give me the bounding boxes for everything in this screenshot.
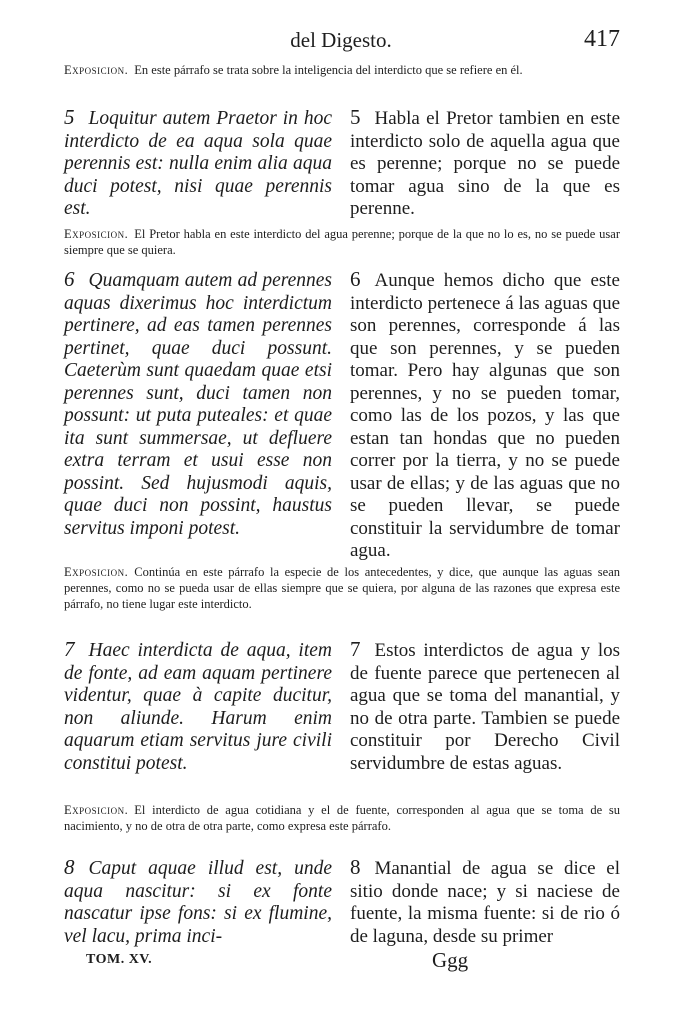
paragraph-8	[64, 856, 620, 948]
spanish-body: Manantial de agua se dice el sitio donde nace; y si naciese de fuente, la misma fuente: si de rio ó de laguna, desde su primer	[350, 858, 620, 947]
latin-body: Loquitur autem Praetor in hoc interdicto de ea aqua sola quae perennis est: nulla enim alia aqua duci potest, nisi quae perennis est.	[64, 108, 332, 219]
paragraph-number: 8	[350, 855, 361, 879]
paragraph-number: 6	[350, 267, 361, 291]
latin-body: Haec interdicta de aqua, item de fonte, ad eam aquam pertinere videntur, quae à capite ducitur, non aliunde. Harum enim aquarum etiam servitus jure civili constitui potest.	[64, 640, 332, 774]
running-title: del Digesto.	[290, 28, 392, 52]
spanish-text	[350, 856, 620, 948]
latin-text	[64, 638, 332, 775]
exposition-text: El Pretor habla en este interdicto del agua perenne; porque de la que no lo es, no se puede usar siempre que se quiera.	[64, 227, 620, 257]
paragraph-6	[64, 267, 620, 561]
exposition-note-3	[64, 564, 620, 612]
exposition-label: Exposicion.	[64, 803, 129, 817]
exposition-text: En este párrafo se trata sobre la inteligencia del interdicto que se refiere en él.	[134, 63, 523, 77]
signature-mark: Ggg	[432, 948, 469, 972]
paragraph-number: 7	[350, 637, 361, 661]
running-head	[0, 28, 682, 58]
paragraph-number: 7	[64, 637, 75, 661]
exposition-text: El interdicto de agua cotidiana y el de fuente, corresponden al agua que se toma de su nacimiento, y no de otra de otra parte, como expresa este párrafo.	[64, 803, 620, 833]
spanish-body: Estos interdictos de agua y los de fuente parece que pertenecen al agua que se toma del manantial, y no de otra parte. Tambien se puede constituir por Derecho Civil servidumbre de estas aguas.	[350, 640, 620, 774]
spanish-text	[350, 268, 620, 563]
exposition-note-2	[64, 226, 620, 258]
latin-body: Caput aquae illud est, unde aqua nascitur: si ex fonte nascatur ipse fons: si ex flumine, vel lacu, prima inci-	[64, 858, 332, 947]
latin-body: Quamquam autem ad perennes aquas dixerimus hoc interdictum pertinere, ad eas tamen perennes pertinet, quae duci possunt. Caeterùm sunt quaedam quae etsi perennes sunt, duci tamen non possunt: ut puta puteales: et quae ita sunt summersae, ut defluere extra terram et usui esse non possint. Sed hujusmodi aquis, quae duci non possint, haustus servitus imponi potest.	[64, 270, 332, 539]
volume-label: TOM. XV.	[86, 952, 153, 967]
spanish-body: Aunque hemos dicho que este interdicto pertenece á las aguas que son perennes, corresponde á las que son perennes, y se pueden tomar. Pero hay algunas que son perennes, y no se pueden tomar, como las de los pozos, y las que estan tan hondas que no pueden correr por la tierra, y no se puede usar de ellas; y de las aguas que no se pueden llevar, se puede constituir la servidumbre de tomar agua.	[350, 270, 620, 561]
paragraph-number: 6	[64, 267, 75, 291]
exposition-label: Exposicion.	[64, 227, 129, 241]
exposition-label: Exposicion.	[64, 63, 129, 77]
exposition-note-1	[64, 62, 620, 78]
page-footer	[0, 948, 682, 978]
latin-text	[64, 268, 332, 540]
paragraph-number: 8	[64, 855, 75, 879]
spanish-text	[350, 638, 620, 775]
exposition-note-4	[64, 802, 620, 834]
paragraph-number: 5	[64, 105, 75, 129]
latin-text	[64, 856, 332, 948]
exposition-label: Exposicion.	[64, 565, 129, 579]
spanish-text	[350, 106, 620, 221]
spanish-body: Habla el Pretor tambien en este interdicto solo de aquella agua que es perenne; porque no se puede tomar agua sino de la que es perenne.	[350, 108, 620, 219]
paragraph-5	[64, 106, 620, 218]
exposition-text: Continúa en este párrafo la especie de los antecedentes, y dice, que aunque las aguas sean perennes, como no se pueda usar de ellas siempre que se quiera, por alguna de las razones que expresa este párrafo, no tiene lugar este interdicto.	[64, 565, 620, 611]
latin-text	[64, 106, 332, 221]
page-number: 417	[584, 26, 620, 52]
paragraph-7	[64, 638, 620, 790]
paragraph-number: 5	[350, 105, 361, 129]
